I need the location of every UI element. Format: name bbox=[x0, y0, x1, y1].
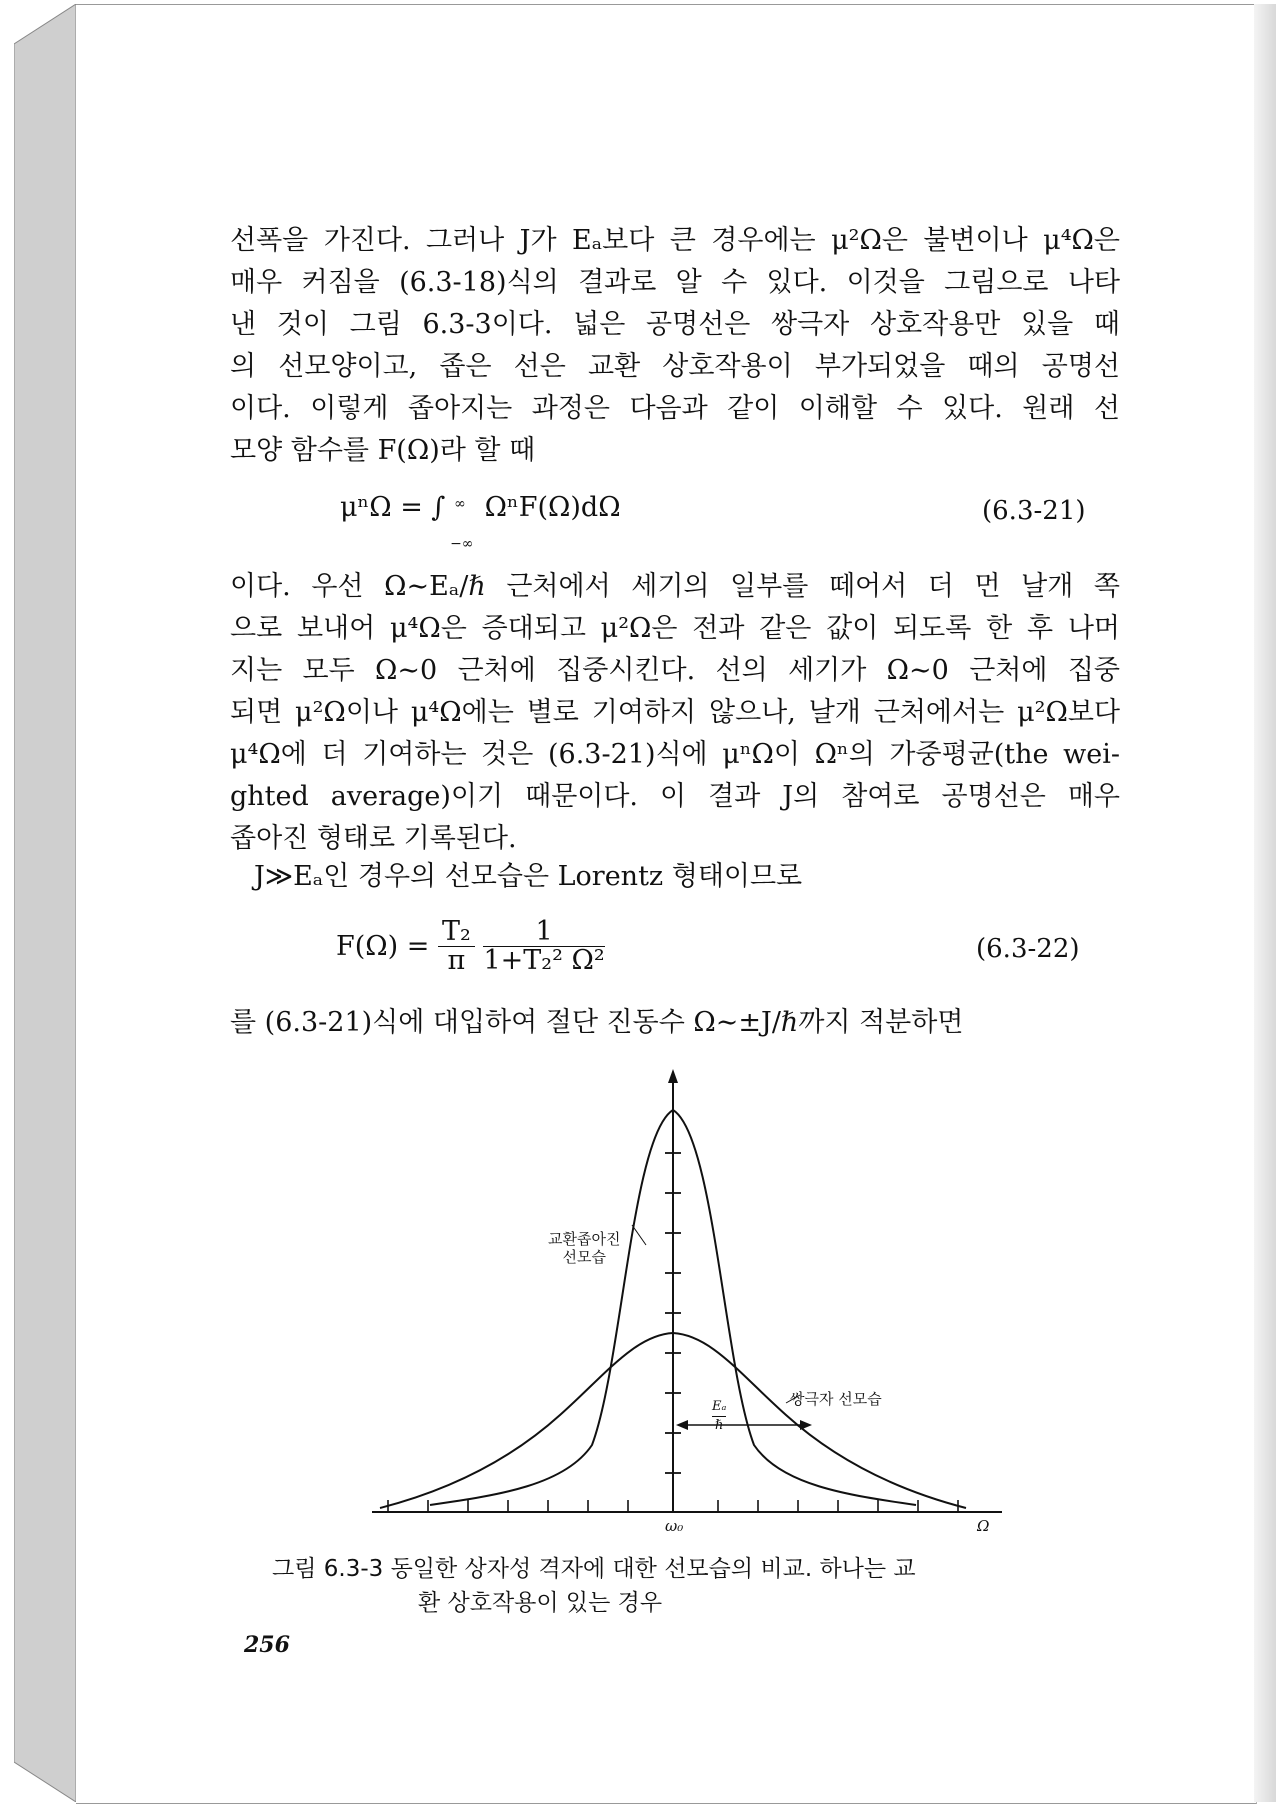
text-line: 이다. 우선 Ω∼Eₐ/ℏ 근처에서 세기의 일부를 떼어서 더 먼 날개 쪽 bbox=[230, 571, 1120, 602]
narrow-label-leader bbox=[632, 1225, 646, 1245]
narrow-curve-label-line1: 교환좁아진 bbox=[548, 1230, 621, 1248]
text-line: ghted average)이기 때문이다. 이 결과 J의 참여로 공명선은 매우 bbox=[230, 781, 1120, 812]
broad-curve-label: 쌍극자 선모습 bbox=[790, 1390, 882, 1408]
fraction-numerator: T₂ bbox=[438, 918, 475, 947]
text-line: 매우 커짐을 (6.3-18)식의 결과로 알 수 있다. 이것을 그림으로 나타 bbox=[230, 267, 1120, 298]
equation-6-3-21 bbox=[340, 492, 621, 552]
caption-line-1: 그림 6.3-3 동일한 상자성 격자에 대한 선모습의 비교. 하나는 교 bbox=[272, 1556, 916, 1582]
fraction-t2-pi bbox=[438, 918, 475, 975]
equation-rhs: ΩⁿF(Ω)dΩ bbox=[484, 492, 621, 523]
paragraph-1 bbox=[230, 220, 1120, 472]
page-number: 256 bbox=[244, 1632, 290, 1658]
width-label-numerator: Eₐ bbox=[712, 1398, 726, 1417]
text-line: 지는 모두 Ω∼0 근처에 집중시킨다. 선의 세기가 Ω∼0 근처에 집중 bbox=[230, 655, 1120, 686]
width-arrow-right-head bbox=[800, 1420, 812, 1430]
text-line: 되면 μ²Ω이나 μ⁴Ω에는 별로 기여하지 않으나, 날개 근처에서는 μ²Ω보다 bbox=[230, 697, 1120, 728]
text-line: 를 (6.3-21)식에 대입하여 절단 진동수 Ω∼±J/ℏ까지 적분하면 bbox=[230, 1007, 964, 1038]
width-arrow-label bbox=[712, 1398, 726, 1435]
text-line: 낸 것이 그림 6.3-3이다. 넓은 공명선은 쌍극자 상호작용만 있을 때 bbox=[230, 309, 1120, 340]
lineshape-figure bbox=[360, 1065, 1020, 1535]
equation-6-3-22 bbox=[336, 918, 605, 975]
width-label-denominator: ℏ bbox=[715, 1418, 724, 1433]
text-line: 의 선모양이고, 좁은 선은 교환 상호작용이 부가되었을 때의 공명선 bbox=[230, 351, 1120, 382]
text-line: 좁아진 형태로 기록된다. bbox=[230, 823, 517, 854]
paragraph-3 bbox=[254, 856, 1120, 898]
equation-number: (6.3-22) bbox=[976, 934, 1080, 964]
text-line: 이다. 이렇게 좁아지는 과정은 다음과 같이 이해할 수 있다. 원래 선 bbox=[230, 393, 1120, 424]
equation-lhs: μⁿΩ = ∫ bbox=[340, 492, 446, 523]
figure-caption bbox=[272, 1552, 916, 1620]
paragraph-2 bbox=[230, 566, 1120, 860]
fraction-lorentz bbox=[483, 918, 604, 975]
text-line: 으로 보내어 μ⁴Ω은 증대되고 μ²Ω은 전과 같은 값이 되도록 한 후 나머 bbox=[230, 613, 1120, 644]
caption-line-2: 환 상호작용이 있는 경우 bbox=[418, 1590, 663, 1616]
lineshape-diagram bbox=[360, 1065, 1020, 1535]
x-origin-label: ω₀ bbox=[665, 1517, 684, 1535]
narrow-curve-label bbox=[548, 1230, 620, 1266]
page-edge bbox=[1254, 4, 1276, 1802]
y-axis-arrowhead bbox=[668, 1069, 678, 1083]
text-line: 선폭을 가진다. 그러나 J가 Eₐ보다 큰 경우에는 μ²Ω은 불변이나 μ⁴Ω은 bbox=[230, 225, 1120, 256]
x-axis-label: Ω bbox=[977, 1517, 990, 1535]
integral-lower: −∞ bbox=[450, 536, 474, 552]
book-spine bbox=[14, 4, 76, 1802]
text-line: μ⁴Ω에 더 기여하는 것은 (6.3-21)식에 μⁿΩ이 Ωⁿ의 가중평균(the wei- bbox=[230, 739, 1120, 770]
narrow-curve-label-line2: 선모습 bbox=[562, 1248, 606, 1266]
integral-upper: ∞ bbox=[454, 496, 466, 512]
text-line: 모양 함수를 F(Ω)라 할 때 bbox=[230, 435, 536, 466]
equation-number: (6.3-21) bbox=[982, 496, 1086, 526]
fraction-denominator: 1+T₂² Ω² bbox=[483, 945, 605, 976]
equation-lhs: F(Ω) = bbox=[336, 931, 430, 962]
text-line: J≫Eₐ인 경우의 선모습은 Lorentz 형태이므로 bbox=[254, 861, 803, 892]
width-arrow-left-head bbox=[676, 1420, 688, 1430]
fraction-numerator: 1 bbox=[483, 918, 604, 947]
fraction-denominator: π bbox=[447, 945, 466, 976]
paragraph-4 bbox=[230, 1002, 1120, 1044]
